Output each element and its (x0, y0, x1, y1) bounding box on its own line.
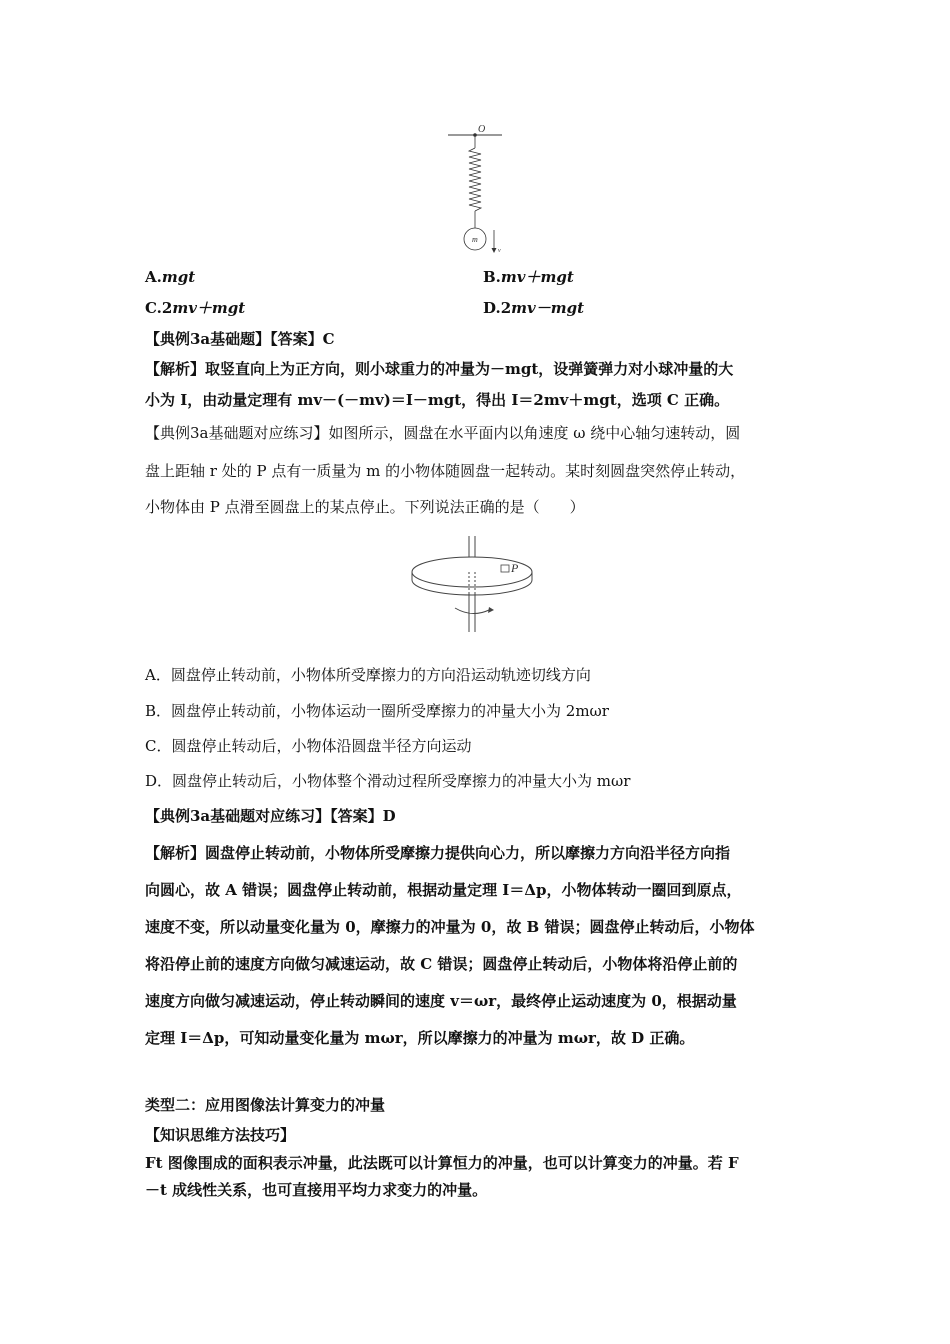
spring-mass-figure (440, 120, 510, 260)
practice-analysis-line: 【解析】圆盘停止转动前，小物体所受摩擦力提供向心力，所以摩擦力方向沿半径方向指 (145, 844, 731, 862)
example-answer: 【典例3a基础题】【答案】C (145, 330, 335, 348)
section-body-line: －t 成线性关系，也可直接用平均力求变力的冲量。 (145, 1181, 488, 1199)
practice-option-c: C．圆盘停止转动后，小物体沿圆盘半径方向运动 (145, 737, 472, 755)
practice-answer: 【典例3a基础题对应练习】【答案】D (145, 807, 396, 825)
practice-analysis-line: 速度不变，所以动量变化量为 0，摩擦力的冲量为 0，故 B 错误；圆盘停止转动后，小物体 (145, 918, 755, 936)
practice-option-d: D．圆盘停止转动后，小物体整个滑动过程所受摩擦力的冲量大小为 mωr (145, 772, 631, 790)
section-title: 类型二：应用图像法计算变力的冲量 (145, 1096, 386, 1114)
practice-option-a: A．圆盘停止转动前，小物体所受摩擦力的方向沿运动轨迹切线方向 (145, 666, 591, 684)
option-d: D.2mv－mgt (483, 299, 585, 317)
practice-question-line: 小物体由 P 点滑至圆盘上的某点停止。下列说法正确的是（ ） (145, 498, 585, 516)
practice-analysis-line: 向圆心，故 A 错误；圆盘停止转动前，根据动量定理 I＝Δp，小物体转动一圈回到原点， (145, 881, 742, 899)
practice-analysis-line: 将沿停止前的速度方向做匀减速运动，故 C 错误；圆盘停止转动后，小物体将沿停止前的 (145, 955, 738, 973)
section-subtitle: 【知识思维方法技巧】 (145, 1126, 296, 1144)
figure-label-m: m (472, 235, 478, 244)
spring-coil (469, 148, 481, 211)
practice-analysis-line: 定理 I＝Δp，可知动量变化量为 mωr，所以摩擦力的冲量为 mωr，故 D 正确。 (145, 1029, 695, 1047)
section-body-line: Ft 图像围成的面积表示冲量，此法既可以计算恒力的冲量，也可以计算变力的冲量。若 F (145, 1154, 739, 1172)
example-analysis-line: 【解析】取竖直向上为正方向，则小球重力的冲量为－mgt，设弹簧弹力对小球冲量的大 (145, 360, 734, 378)
small-object (501, 565, 509, 572)
practice-analysis-line: 速度方向做匀减速运动，停止转动瞬间的速度 v＝ωr，最终停止运动速度为 0，根据动量 (145, 992, 737, 1010)
practice-option-b: B．圆盘停止转动前，小物体运动一圈所受摩擦力的冲量大小为 2mωr (145, 702, 609, 720)
option-b: B.mv＋mgt (483, 268, 574, 286)
practice-question-line: 【典例3a基础题对应练习】如图所示，圆盘在水平面内以角速度 ω 绕中心轴匀速转动，圆 (145, 424, 741, 442)
example-analysis-line: 小为 I，由动量定理有 mv－(－mv)＝I－mgt，得出 I＝2mv＋mgt，选项 C 正确。 (145, 391, 730, 409)
practice-question-line: 盘上距轴 r 处的 P 点有一质量为 m 的小物体随圆盘一起转动。某时刻圆盘突然停止转动， (145, 462, 746, 480)
figure-label-v: v (498, 248, 501, 254)
option-a: A.mgt (145, 268, 196, 286)
option-c: C.2mv＋mgt (145, 299, 246, 317)
rotating-disc-figure (405, 532, 545, 636)
rotation-arrow (455, 608, 489, 614)
figure-label-o: O (478, 124, 486, 135)
figure-label-p: P (511, 561, 519, 575)
